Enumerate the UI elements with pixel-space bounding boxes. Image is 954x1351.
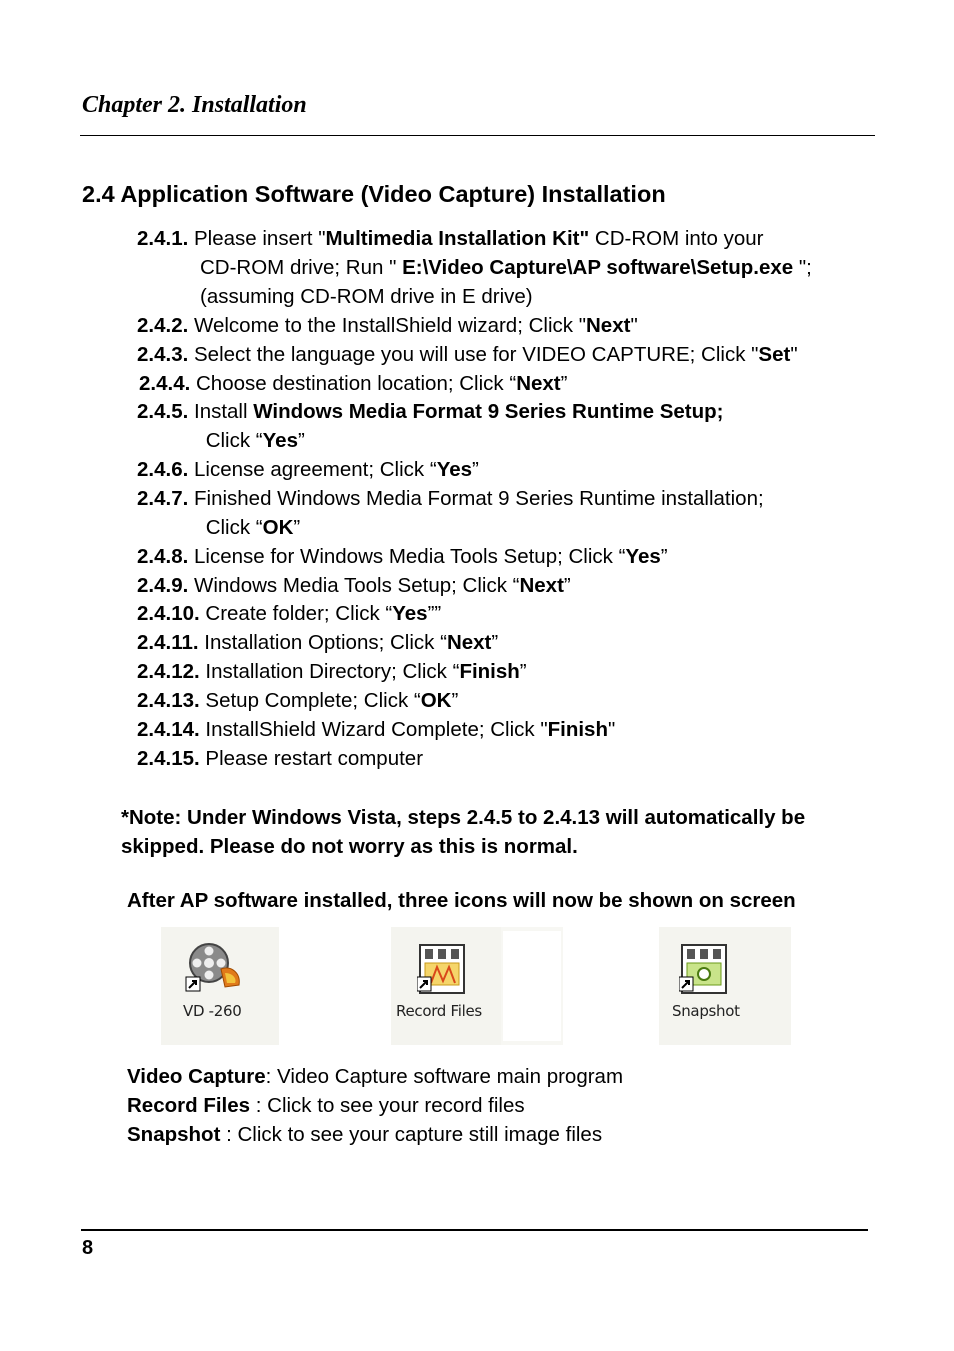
step-text: Windows Media Tools Setup; Click “ xyxy=(188,574,520,597)
step-line-continued xyxy=(200,426,305,455)
step-emphasis: Set xyxy=(758,343,791,366)
step-line xyxy=(137,599,441,628)
description-sep: : xyxy=(265,1065,278,1088)
step-number: 2.4.6. xyxy=(137,458,189,481)
step-text: ” xyxy=(560,372,568,395)
step-number: 2.4.8. xyxy=(137,545,189,568)
step-line xyxy=(137,397,724,426)
step-line xyxy=(137,455,479,484)
step-text: Welcome to the InstallShield wizard; Click " xyxy=(188,314,586,337)
description-record-files xyxy=(127,1091,525,1120)
step-text: ”” xyxy=(427,602,442,625)
step-text: License for Windows Media Tools Setup; Click “ xyxy=(188,545,626,568)
description-term: Video Capture xyxy=(127,1065,266,1088)
description-term: Record Files xyxy=(127,1094,251,1117)
step-line xyxy=(137,657,527,686)
step-text: ” xyxy=(660,545,668,568)
icon-label-record-files: Record Files xyxy=(396,1002,482,1020)
step-text: Finished Windows Media Format 9 Series Runtime installation; xyxy=(188,487,764,510)
step-line xyxy=(137,224,763,253)
step-number: 2.4.5. xyxy=(137,400,189,423)
step-text: CD-ROM into your xyxy=(589,227,764,250)
step-text: ” xyxy=(472,458,479,481)
step-emphasis: Multimedia Installation Kit" xyxy=(325,227,590,250)
page-number: 8 xyxy=(82,1237,94,1259)
step-number: 2.4.11. xyxy=(137,631,199,654)
step-text: ” xyxy=(519,660,527,683)
step-text: ” xyxy=(298,429,305,452)
step-emphasis: OK xyxy=(420,689,452,712)
step-number: 2.4.12. xyxy=(137,660,200,683)
step-number: 2.4.7. xyxy=(137,487,189,510)
section-title: 2.4 Application Software (Video Capture) Installation xyxy=(82,181,666,207)
step-text: Choose destination location; Click “ xyxy=(190,372,517,395)
footer-rule xyxy=(81,1229,868,1231)
step-line xyxy=(137,628,498,657)
step-text: License agreement; Click “ xyxy=(188,458,437,481)
desktop-icon-snapshot[interactable] xyxy=(659,927,791,1045)
description-sep: : xyxy=(250,1094,268,1117)
step-number: 2.4.4. xyxy=(139,372,191,395)
header-rule xyxy=(80,135,875,136)
step-emphasis: OK xyxy=(262,516,294,539)
step-text: Installation Directory; Click “ xyxy=(199,660,460,683)
vista-note: *Note: Under Windows Vista, steps 2.4.5 to 2.4.13 will automatically be skipped. Please do not worry as this is normal. xyxy=(121,806,806,858)
step-line xyxy=(137,571,571,600)
step-number: 2.4.13. xyxy=(137,689,200,712)
step-number: 2.4.15. xyxy=(137,747,200,770)
step-line xyxy=(137,311,638,340)
snapshot-icon xyxy=(679,943,729,997)
step-emphasis: Next xyxy=(446,631,492,654)
step-line-continued xyxy=(200,513,300,542)
step-line xyxy=(137,686,458,715)
record-files-icon xyxy=(417,943,467,997)
icon-label-snapshot: Snapshot xyxy=(672,1002,740,1020)
description-text: Click to see your record files xyxy=(267,1094,525,1117)
icon-label-vd260: VD -260 xyxy=(183,1002,242,1020)
step-line xyxy=(137,542,668,571)
step-emphasis: Windows Media Format 9 Series Runtime Setup; xyxy=(253,400,724,423)
step-text: Please insert " xyxy=(188,227,326,250)
step-emphasis: Yes xyxy=(392,602,428,625)
step-text: Click “ xyxy=(200,516,263,539)
step-text: " xyxy=(790,343,798,366)
desktop-icon-record-files[interactable] xyxy=(391,927,563,1045)
step-text: "; xyxy=(793,256,812,279)
step-text: Please restart computer xyxy=(199,747,424,770)
step-text: Setup Complete; Click “ xyxy=(199,689,421,712)
step-number: 2.4.1. xyxy=(137,227,189,250)
step-emphasis: Finish xyxy=(547,718,608,741)
step-emphasis: Yes xyxy=(625,545,661,568)
step-emphasis: Yes xyxy=(262,429,298,452)
step-text: CD-ROM drive; Run " xyxy=(200,256,403,279)
description-text: Video Capture software main program xyxy=(277,1065,624,1088)
desktop-icon-vd260[interactable] xyxy=(161,927,279,1045)
video-reel-icon xyxy=(185,939,247,997)
step-text: Click “ xyxy=(200,429,263,452)
step-text: Select the language you will use for VIDEO CAPTURE; Click " xyxy=(188,343,759,366)
step-text: InstallShield Wizard Complete; Click " xyxy=(199,718,548,741)
step-text: ” xyxy=(563,574,571,597)
step-text: ” xyxy=(293,516,301,539)
step-line xyxy=(137,484,764,513)
description-video-capture xyxy=(127,1062,623,1091)
step-number: 2.4.10. xyxy=(137,602,200,625)
step-text: (assuming CD-ROM drive in E drive) xyxy=(200,285,533,308)
step-number: 2.4.14. xyxy=(137,718,200,741)
step-emphasis: Next xyxy=(586,314,631,337)
step-line xyxy=(137,744,423,773)
step-text: Installation Options; Click “ xyxy=(198,631,447,654)
step-number: 2.4.2. xyxy=(137,314,189,337)
step-text: Install xyxy=(188,400,254,423)
step-number: 2.4.3. xyxy=(137,343,189,366)
step-line-continued xyxy=(200,253,812,282)
step-text: ” xyxy=(451,689,459,712)
step-text: ” xyxy=(491,631,499,654)
step-line xyxy=(137,340,798,369)
step-line xyxy=(139,369,567,398)
step-emphasis: Next xyxy=(519,574,564,597)
chapter-heading: Chapter 2. Installation xyxy=(82,92,307,118)
description-sep: : xyxy=(220,1123,238,1146)
step-line xyxy=(137,715,615,744)
step-emphasis: Yes xyxy=(436,458,473,481)
step-emphasis: E:\Video Capture\AP software\Setup.exe xyxy=(402,256,794,279)
description-text: Click to see your capture still image files xyxy=(237,1123,603,1146)
step-number: 2.4.9. xyxy=(137,574,189,597)
step-text: " xyxy=(630,314,638,337)
step-emphasis: Next xyxy=(516,372,561,395)
step-text: " xyxy=(607,718,616,741)
description-term: Snapshot xyxy=(127,1123,221,1146)
step-line-continued xyxy=(200,282,533,311)
icons-intro: After AP software installed, three icons will now be shown on screen xyxy=(127,889,796,912)
description-snapshot xyxy=(127,1120,602,1149)
step-text: Create folder; Click “ xyxy=(199,602,393,625)
step-emphasis: Finish xyxy=(459,660,520,683)
